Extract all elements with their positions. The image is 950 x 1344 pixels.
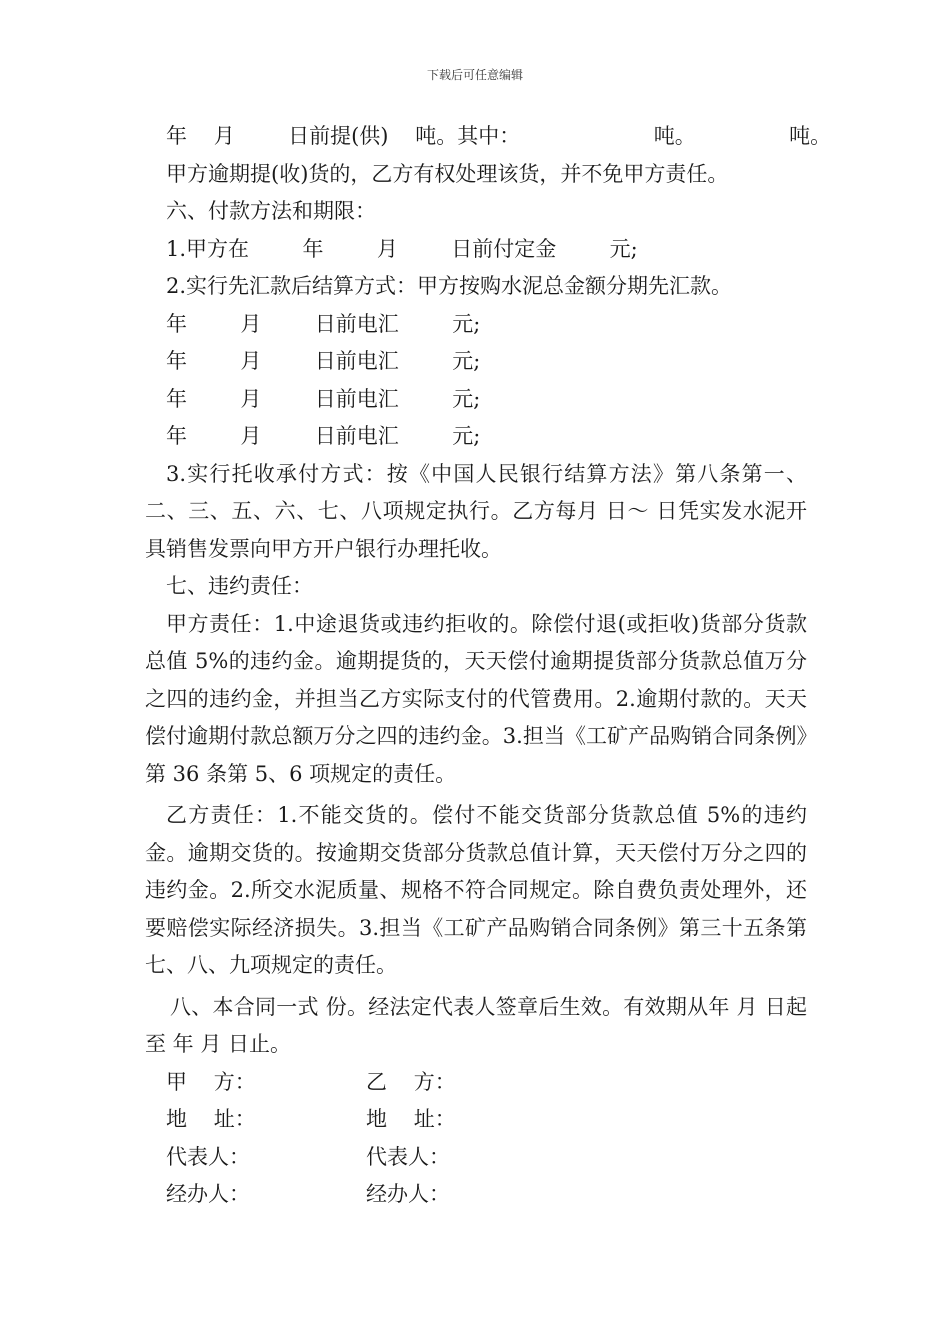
party-a-label: 甲 方：	[166, 1069, 256, 1094]
installment-line: 年 月 日前电汇 元;	[166, 311, 481, 336]
contract-body	[145, 118, 832, 1214]
party-b-address-label: 地 址：	[366, 1107, 456, 1131]
party-b-label: 乙 方：	[366, 1069, 456, 1094]
party-a-representative-label: 代表人：	[166, 1144, 250, 1169]
party-a-agent-label: 经办人：	[166, 1182, 250, 1206]
late-pickup-clause: 甲方逾期提(收)货的，乙方有权处理该货，并不免甲方责任。	[166, 161, 729, 186]
signature-row-agent	[145, 1176, 807, 1214]
section-seven-heading: 七、违约责任：	[166, 574, 313, 598]
party-b-liability: 乙方责任：1.不能交货的。偿付不能交货部分货款总值 5%的违约金。逾期交货的。按逾期交货部分货款总值计算，天天偿付万分之四的违约金。2.所交水泥质量、规格不符合同规定。除自费负责处理外，还要赔偿实际经济损失。3.担当《工矿产品购销合同条例》第三十五条第七、八、九项规定的责任。	[145, 803, 807, 977]
party-a-address-label: 地 址：	[166, 1107, 256, 1131]
party-b-agent-label: 经办人：	[366, 1182, 450, 1206]
signature-row-party	[145, 1064, 807, 1102]
section-eight-clause: 八、本合同一式 份。经法定代表人签章后生效。有效期从年 月 日起至 年 月 日止。	[145, 994, 807, 1056]
prepayment-clause: 2.实行先汇款后结算方式：甲方按购水泥总金额分期先汇款。	[166, 274, 733, 298]
collection-clause: 3.实行托收承付方式：按《中国人民银行结算方法》第八条第一、二、三、五、六、七、八项规定执行。乙方每月 日～ 日凭实发水泥开具销售发票向甲方开户银行办理托收。	[145, 461, 807, 561]
signature-row-representative	[145, 1139, 807, 1177]
installment-line: 年 月 日前电汇 元;	[166, 386, 481, 411]
page-header-note: 下载后可任意编辑	[426, 68, 523, 82]
section-six-heading: 六、付款方法和期限：	[166, 199, 376, 223]
party-b-representative-label: 代表人：	[366, 1144, 450, 1169]
delivery-schedule-line: 年 月 日前提(供) 吨。其中： 吨。 吨。	[166, 124, 832, 148]
installment-line: 年 月 日前电汇 元;	[166, 349, 481, 373]
party-a-liability: 甲方责任：1.中途退货或违约拒收的。除偿付退(或拒收)货部分货款总值 5%的违约金。逾期提货的，天天偿付逾期提货部分货款总值万分之四的违约金，并担当乙方实际支付的代管费用。2.逾期付款的。天天偿付逾期付款总额万分之四的违约金。3.担当《工矿产品购销合同条例》第 36 条第 5、6 项规定的责任。	[145, 611, 807, 786]
deposit-clause: 1.甲方在 年 月 日前付定金 元;	[166, 236, 638, 261]
installment-line: 年 月 日前电汇 元;	[166, 424, 481, 448]
signature-row-address	[145, 1101, 807, 1139]
